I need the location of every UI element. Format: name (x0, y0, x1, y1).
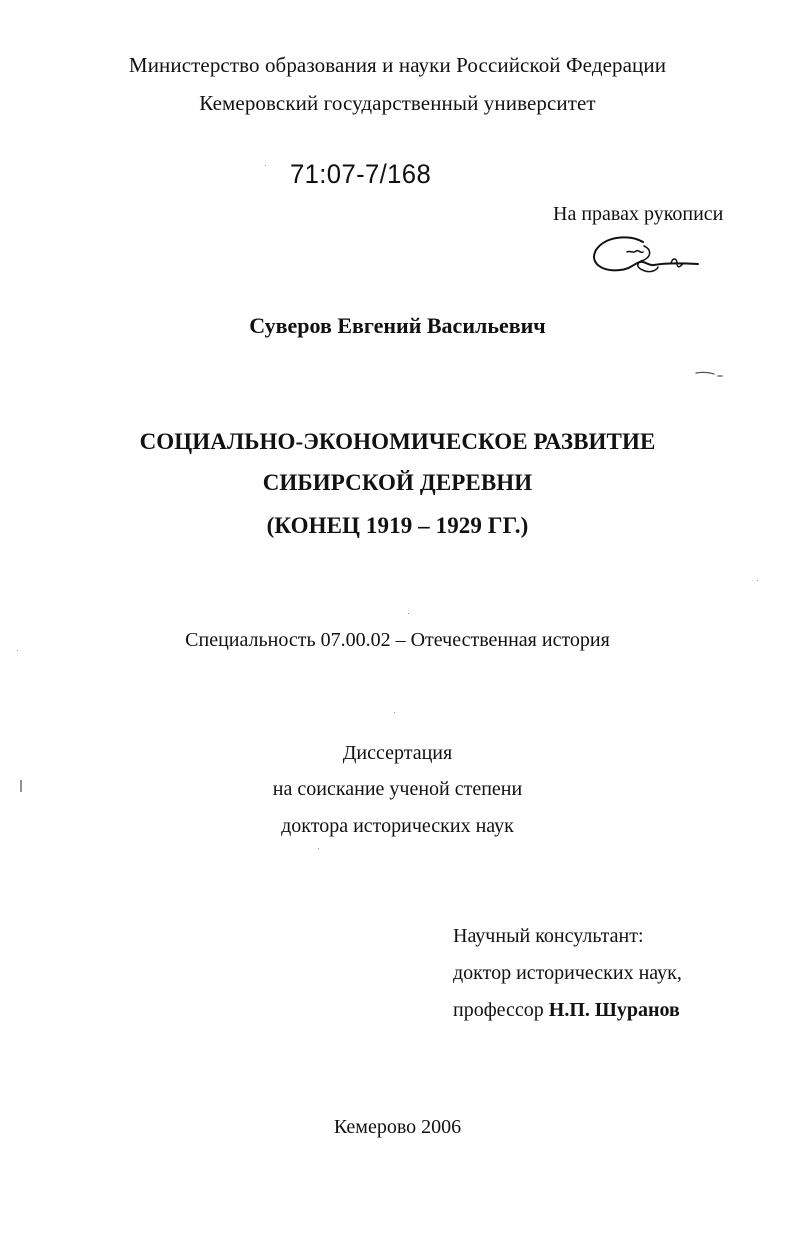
thesis-title-line-1: СОЦИАЛЬНО-ЭКОНОМИЧЕСКОЕ РАЗВИТИЕ (139, 429, 656, 454)
catalog-code: 71:07-7/168 (290, 159, 432, 189)
handwritten-signature (585, 232, 701, 282)
scan-speck (318, 848, 319, 849)
degree-purpose: на соискание ученой степени (272, 778, 523, 800)
consultant-label: Научный консультант: (453, 925, 644, 947)
consultant-title-name (453, 1000, 680, 1020)
city-year: Кемерово 2006 (333, 1116, 462, 1138)
thesis-title-line-2: СИБИРСКОЙ ДЕРЕВНИ (262, 470, 533, 495)
consultant-title: профессор (453, 999, 544, 1021)
scan-speck (17, 650, 18, 651)
scan-speck (408, 613, 409, 614)
degree-name: доктора исторических наук (281, 815, 514, 837)
ministry-header: Министерство образования и науки Российской Федерации (128, 53, 667, 77)
scan-speck (394, 712, 395, 713)
consultant-degree: доктор исторических наук, (453, 962, 682, 984)
scan-speck (20, 780, 22, 792)
scan-speck (757, 580, 758, 581)
specialty-line: Специальность 07.00.02 – Отечественная история (185, 629, 610, 651)
small-pen-mark (695, 370, 723, 378)
university-header: Кемеровский государственный университет (199, 91, 596, 115)
author-name: Суверов Евгений Васильевич (249, 313, 546, 338)
dissertation-label: Диссертация (342, 742, 453, 764)
scan-speck (265, 165, 266, 166)
manuscript-rights-note: На правах рукописи (553, 203, 724, 225)
consultant-name: Н.П. Шуранов (548, 999, 680, 1021)
thesis-title-date-range: (КОНЕЦ 1919 – 1929 ГГ.) (266, 513, 529, 538)
